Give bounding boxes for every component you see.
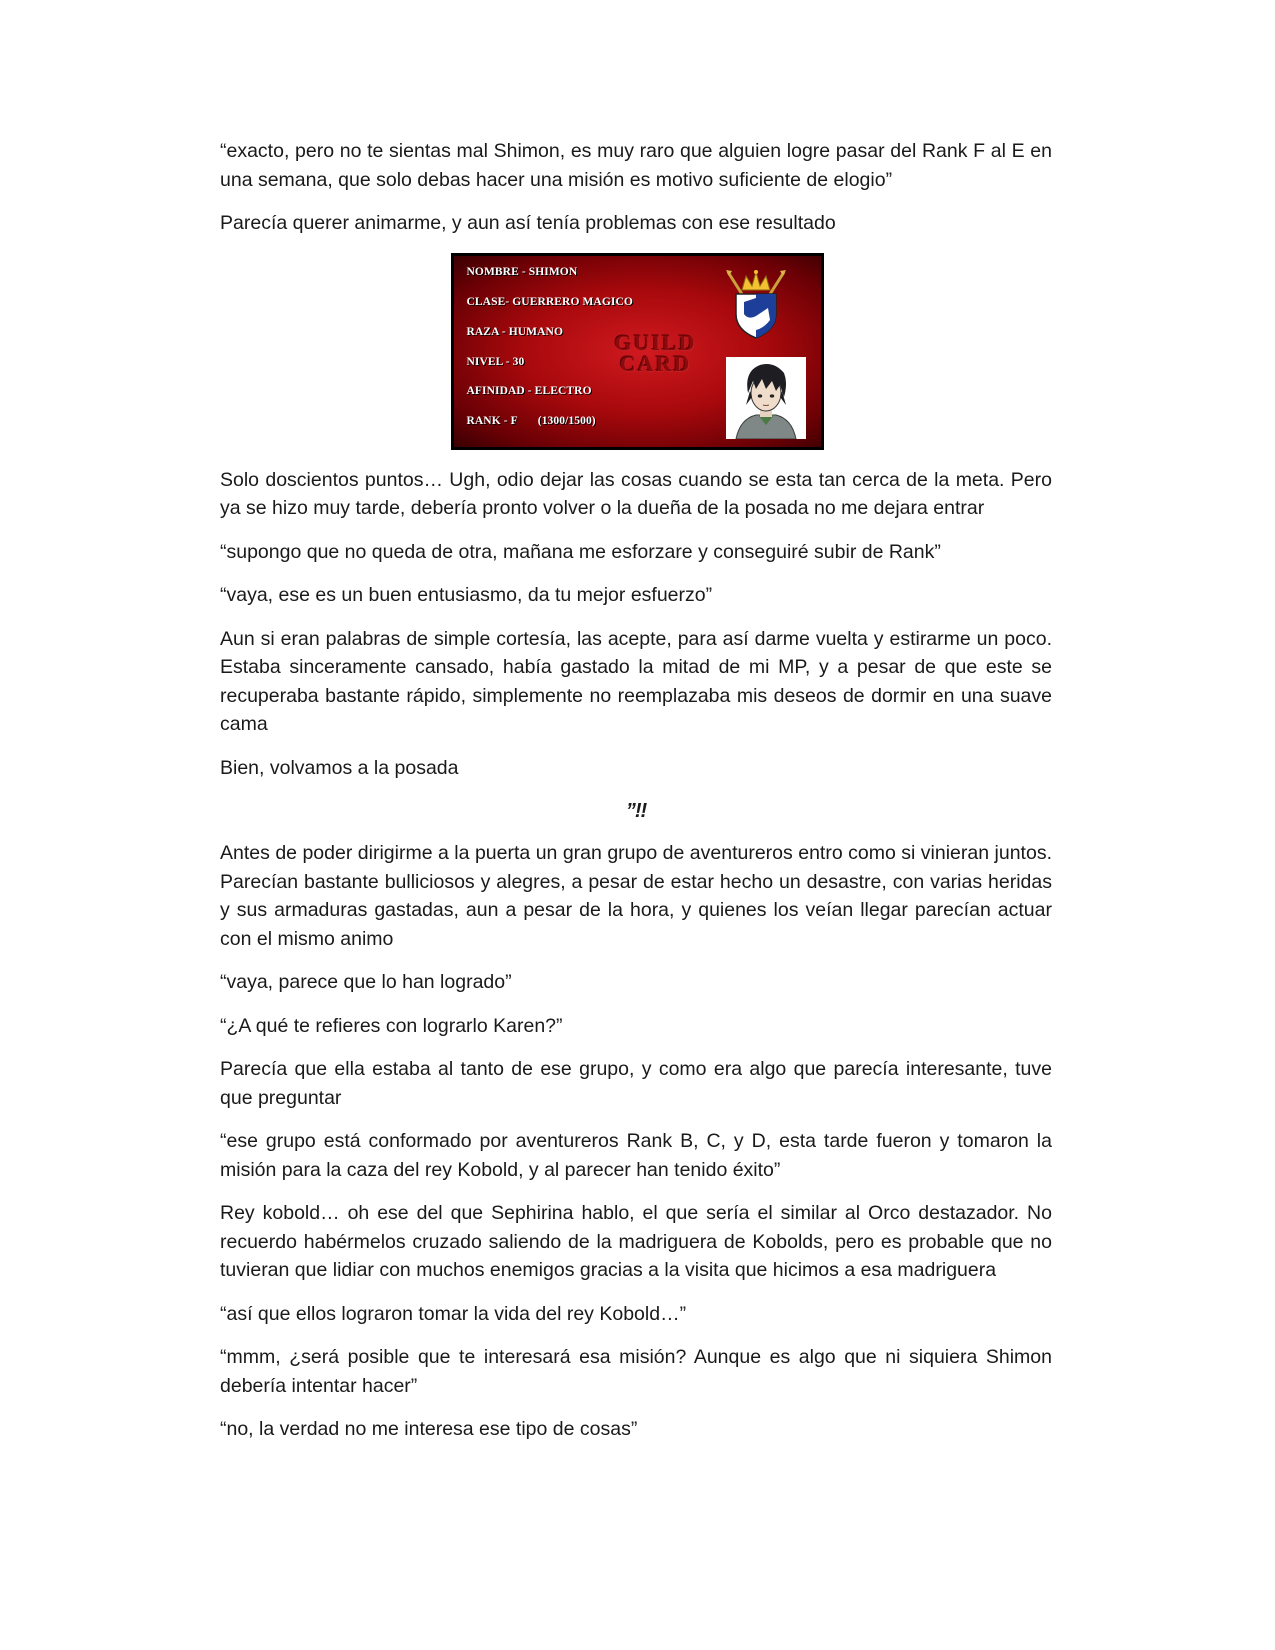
paragraph: “mmm, ¿será posible que te interesará esa misión? Aunque es algo que ni siquiera Shimon debería intentar hacer” (220, 1346, 1052, 1397)
paragraph: “vaya, ese es un buen entusiasmo, da tu mejor esfuerzo” (220, 584, 713, 606)
paragraph: Aun si eran palabras de simple cortesía, las acepte, para así darme vuelta y estirarme un poco. Estaba sinceramente cansado, había gastado la mitad de mi MP, y a pesar de que este se recuperaba bastante rápido, simplemente no reemplazaba mis deseos de dormir en una suave cama (220, 627, 1052, 735)
paragraph: “vaya, parece que lo han logrado” (220, 971, 512, 993)
paragraph: Rey kobold… oh ese del que Sephirina hablo, el que sería el similar al Orco destazador. No recuerdo habérmelos cruzado saliendo de la madriguera de Kobolds, pero es probable que no tuvieran que lidiar con muchos enemigos gracias a la visita que hicimos a esa madriguera (220, 1202, 1052, 1281)
paragraph: Parecía querer animarme, y aun así tenía problemas con ese resultado (220, 212, 836, 234)
paragraph: “¿A qué te refieres con lograrlo Karen?” (220, 1014, 563, 1037)
paragraph: Solo doscientos puntos… Ugh, odio dejar las cosas cuando se esta tan cerca de la meta. Pero ya se hizo muy tarde, debería pronto volver o la dueña de la posada no me dejara entrar (220, 468, 1052, 519)
card-watermark (586, 329, 726, 376)
document-body (220, 137, 1052, 1459)
card-rank (467, 415, 596, 427)
paragraph: “no, la verdad no me interesa ese tipo de cosas” (220, 1418, 638, 1440)
paragraph: “así que ellos lograron tomar la vida del rey Kobold…” (220, 1302, 687, 1325)
card-level: NIVEL - 30 (466, 355, 525, 368)
card-class: CLASE- GUERRERO MAGICO (466, 295, 633, 308)
paragraph: Bien, volvamos a la posada (220, 756, 459, 779)
paragraph: “supongo que no queda de otra, mañana me esforzare y conseguiré subir de Rank” (220, 540, 941, 563)
watermark-line: CARD (619, 350, 692, 376)
card-rank-label: RANK - F (466, 414, 518, 427)
character-portrait-image (726, 357, 806, 439)
guild-card (451, 253, 824, 450)
card-name: NOMBRE - SHIMON (466, 265, 578, 278)
scene-break: ”!! (625, 800, 647, 822)
paragraph: “exacto, pero no te sientas mal Shimon, es muy raro que alguien logre pasar del Rank F al E en una semana, que solo debas hacer una misión es motivo suficiente de elogio” (220, 140, 1052, 191)
character-portrait (726, 357, 806, 439)
paragraph: Parecía que ella estaba al tanto de ese grupo, y como era algo que parecía interesante, tuve que preguntar (220, 1058, 1052, 1109)
card-rank-score: (1300/1500) (537, 414, 596, 427)
paragraph: “ese grupo está conformado por aventureros Rank B, C, y D, esta tarde fueron y tomaron la misión para la caza del rey Kobold, y al parecer han tenido éxito” (220, 1130, 1052, 1181)
paragraph: Antes de poder dirigirme a la puerta un gran grupo de aventureros entro como si vinieran juntos. Parecían bastante bulliciosos y alegres, a pesar de estar hecho un desastre, con varias heridas y sus armaduras gastadas, aun a pesar de la hora, y quienes los veían llegar parecían actuar con el mismo animo (220, 842, 1052, 950)
card-affinity: AFINIDAD - ELECTRO (466, 384, 592, 397)
card-race: RAZA - HUMANO (466, 325, 563, 338)
guild-card-figure (220, 253, 1052, 450)
watermark-line: GUILD (614, 329, 697, 355)
crest-shield-icon (722, 268, 790, 340)
